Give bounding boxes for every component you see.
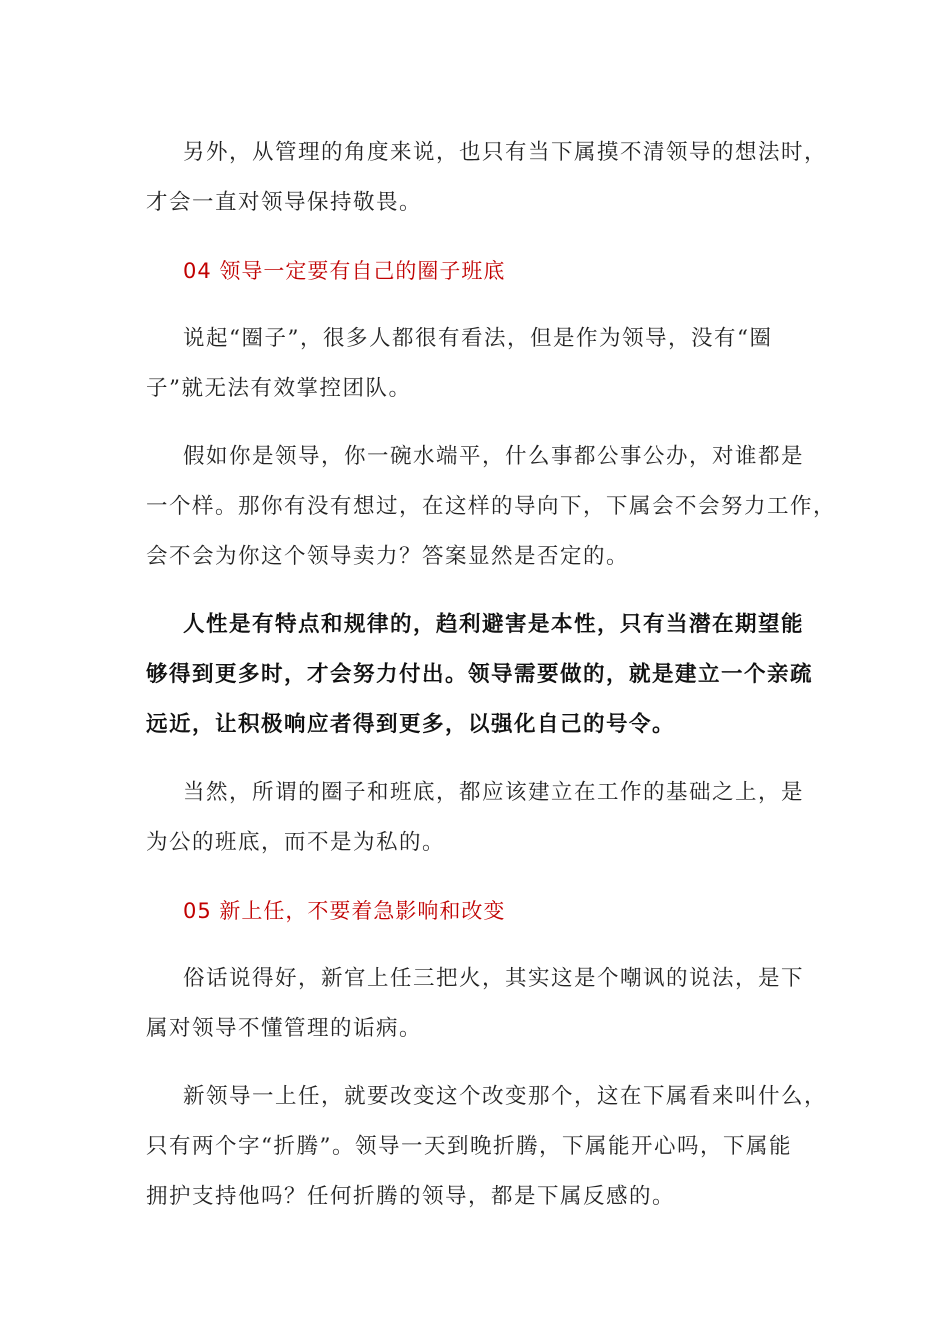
text-line: 够得到更多时，才会努力付出。领导需要做的，就是建立一个亲疏 [146, 662, 814, 687]
text-line: 说起“圈子”，很多人都很有看法，但是作为领导，没有“圈 [183, 326, 773, 351]
text-line: 子”就无法有效掌控团队。 [146, 376, 412, 401]
text-line: 远近，让积极响应者得到更多，以强化自己的号令。 [146, 712, 676, 737]
paragraph [146, 768, 810, 868]
paragraph [146, 128, 828, 228]
text-line: 另外，从管理的角度来说，也只有当下属摸不清领导的想法时， [183, 140, 828, 165]
paragraph [146, 954, 810, 1054]
paragraph [146, 314, 810, 414]
text-line: 当然，所谓的圈子和班底，都应该建立在工作的基础之上，是 [183, 780, 805, 805]
bold-paragraph [146, 600, 814, 750]
section-heading-05: 05 新上任，不要着急影响和改变 [183, 899, 506, 923]
text-line: 一个样。那你有没有想过，在这样的导向下，下属会不会努力工作， [146, 494, 837, 519]
document-page [146, 128, 837, 1240]
text-line: 会不会为你这个领导卖力？答案显然是否定的。 [146, 544, 630, 569]
text-line: 属对领导不懂管理的诟病。 [146, 1016, 423, 1041]
paragraph [146, 432, 837, 582]
paragraph [146, 1072, 828, 1222]
text-line: 拥护支持他吗？任何折腾的领导，都是下属反感的。 [146, 1184, 676, 1209]
text-line: 为公的班底，而不是为私的。 [146, 830, 446, 855]
text-line: 才会一直对领导保持敬畏。 [146, 190, 423, 215]
text-line: 新领导一上任，就要改变这个改变那个，这在下属看来叫什么， [183, 1084, 828, 1109]
section-heading-04: 04 领导一定要有自己的圈子班底 [183, 259, 506, 283]
text-line: 俗话说得好，新官上任三把火，其实这是个嘲讽的说法，是下 [183, 966, 805, 991]
text-line: 人性是有特点和规律的，趋利避害是本性，只有当潜在期望能 [183, 612, 805, 637]
text-line: 假如你是领导，你一碗水端平，什么事都公事公办，对谁都是 [183, 444, 805, 469]
text-line: 只有两个字“折腾”。领导一天到晚折腾，下属能开心吗，下属能 [146, 1134, 792, 1159]
